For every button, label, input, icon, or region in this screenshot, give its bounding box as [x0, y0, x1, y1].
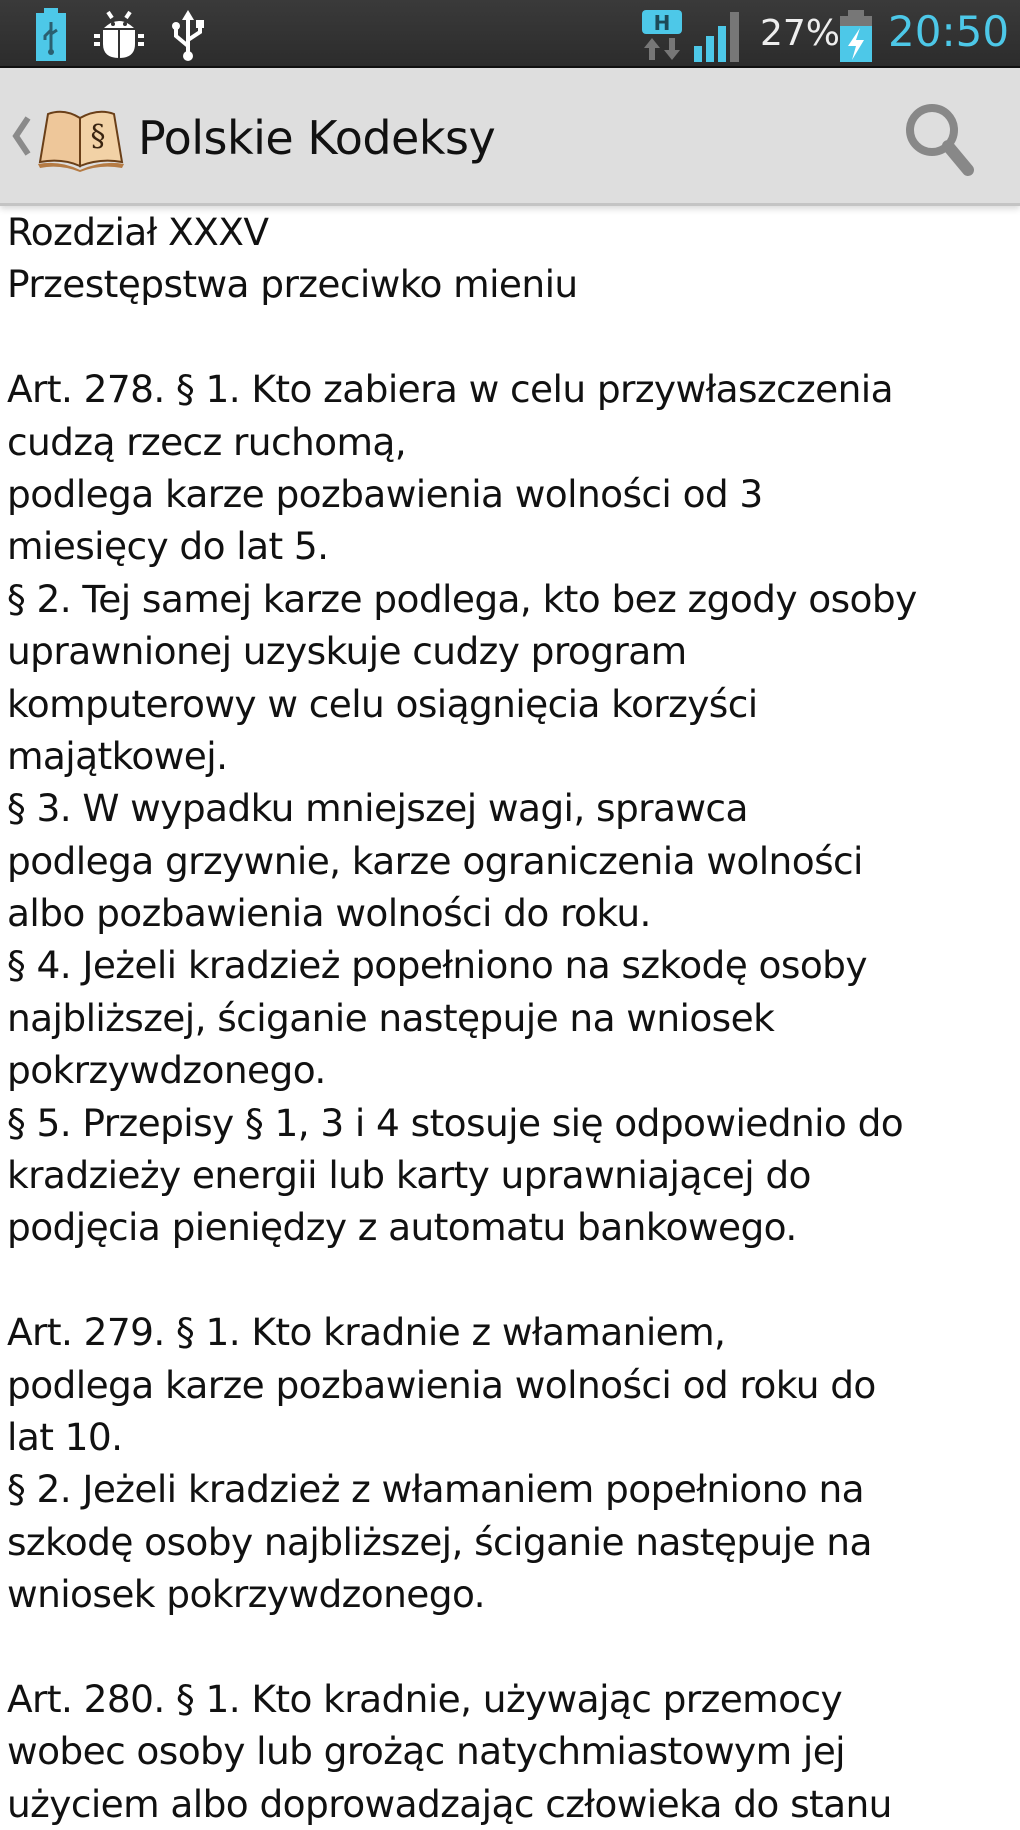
text-line: użyciem albo doprowadzając człowieka do stanu [7, 1781, 892, 1826]
usb-icon [170, 8, 206, 66]
spacer [7, 1254, 1017, 1306]
text-line: wobec osoby lub grożąc natychmiastowym jej [7, 1729, 845, 1774]
book-paragraph-icon [34, 104, 128, 176]
text-line: podlega karze pozbawienia wolności od roku do [7, 1362, 876, 1407]
chevron-left-icon [10, 116, 32, 160]
chapter-title: Przestępstwa przeciwko mieniu [7, 262, 578, 307]
action-bar [0, 68, 1020, 206]
spacer [7, 1621, 1017, 1673]
text-line: wniosek pokrzywdzonego. [7, 1572, 485, 1617]
text-line: albo pozbawienia wolności do roku. [7, 891, 651, 936]
app-title: Polskie Kodeksy [138, 111, 496, 165]
text-line: kradzieży energii lub karty uprawniającej do [7, 1153, 811, 1198]
text-line: podlega grzywnie, karze ograniczenia wolności [7, 838, 863, 883]
svg-text:H: H [653, 11, 671, 35]
text-line: cudzą rzecz ruchomą, [7, 419, 407, 464]
text-line: pokrzywdzonego. [7, 1048, 326, 1093]
text-line: najbliższej, ściganie następuje na wniosek [7, 995, 775, 1040]
text-line: komputerowy w celu osiągnięcia korzyści [7, 681, 758, 726]
text-line: podjęcia pieniędzy z automatu bankowego. [7, 1205, 797, 1250]
text-line: miesięcy do lat 5. [7, 524, 329, 569]
text-line: § 5. Przepisy § 1, 3 i 4 stosuje się odpowiednio do [7, 1100, 904, 1145]
up-home-button[interactable] [0, 68, 130, 203]
search-button[interactable] [900, 100, 980, 180]
battery-percent: 27% [760, 13, 841, 54]
debug-bug-icon [92, 10, 146, 64]
chapter-number: Rozdział XXXV [7, 210, 269, 254]
search-icon [900, 100, 980, 184]
text-line: § 2. Tej samej karze podlega, kto bez zgody osoby [7, 576, 917, 621]
text-line: majątkowej. [7, 733, 228, 778]
text-line: szkodę osoby najbliższej, ściganie następuje na [7, 1519, 872, 1564]
text-line: podlega karze pozbawienia wolności od 3 [7, 471, 763, 516]
text-line: Art. 278. § 1. Kto zabiera w celu przywłaszczenia [7, 367, 893, 412]
text-line: Art. 280. § 1. Kto kradnie, używając przemocy [7, 1676, 843, 1721]
law-text-content[interactable] [7, 206, 1017, 1830]
text-line: lat 10. [7, 1414, 123, 1459]
signal-bars-icon [692, 10, 746, 66]
status-bar [0, 0, 1020, 68]
battery-charging-icon [838, 8, 874, 68]
clock: 20:50 [888, 7, 1010, 56]
text-line: § 3. W wypadku mniejszej wagi, sprawca [7, 786, 748, 831]
svg-text:§: § [90, 119, 106, 154]
spacer [7, 311, 1017, 363]
text-line: uprawnionej uzyskuje cudzy program [7, 629, 687, 674]
network-type-icon [640, 8, 686, 66]
text-line: § 4. Jeżeli kradzież popełniono na szkodę osoby [7, 943, 867, 988]
text-line: Art. 279. § 1. Kto kradnie z włamaniem, [7, 1310, 726, 1355]
text-line: § 2. Jeżeli kradzież z włamaniem popełniono na [7, 1467, 865, 1512]
battery-usb-icon [34, 8, 68, 66]
